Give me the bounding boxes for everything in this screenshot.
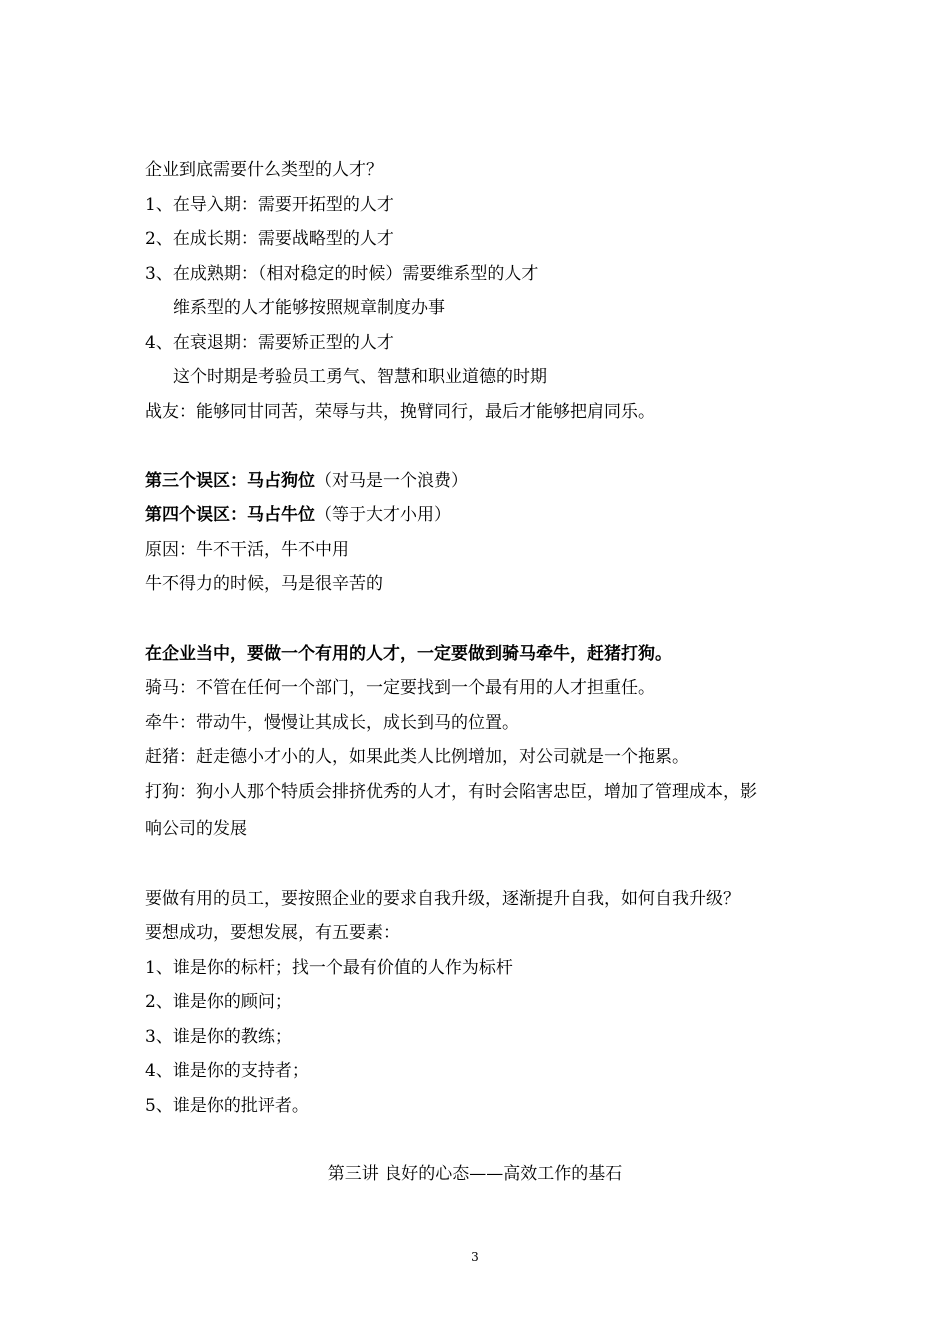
stage-item-growth: 2、在成长期：需要战略型的人才 — [145, 229, 394, 249]
lecture-title: 第三讲 良好的心态——高效工作的基石 — [327, 1164, 623, 1184]
stage-item-decline-note: 这个时期是考验员工勇气、智慧和职业道德的时期 — [173, 367, 547, 387]
element-item-critic: 5、谁是你的批评者。 — [145, 1096, 309, 1116]
talent-type-question: 企业到底需要什么类型的人才？ — [145, 160, 383, 180]
stage-item-introduction: 1、在导入期：需要开拓型的人才 — [145, 195, 394, 215]
mistake-four-note: （等于大才小用） — [315, 505, 451, 525]
stage-item-maturity: 3、在成熟期：（相对稳定的时候）需要维系型的人才 — [145, 264, 539, 284]
reason-line: 原因：牛不干活，牛不中用 — [145, 540, 349, 560]
element-item-supporter: 4、谁是你的支持者； — [145, 1061, 309, 1081]
element-item-benchmark: 1、谁是你的标杆；找一个最有价值的人作为标杆 — [145, 958, 513, 978]
self-upgrade-intro: 要做有用的员工，要按照企业的要求自我升级，逐渐提升自我，如何自我升级？ — [145, 889, 740, 909]
page-number: 3 — [471, 1250, 479, 1264]
element-item-coach: 3、谁是你的教练； — [145, 1027, 292, 1047]
mistake-three-title: 第三个误区：马占狗位 — [145, 471, 315, 491]
lead-ox-line: 牵牛：带动牛，慢慢让其成长，成长到马的位置。 — [145, 713, 519, 733]
beat-dog-line: 打狗：狗小人那个特质会排挤优秀的人才，有时会陷害忠臣，增加了管理成本，影 — [145, 782, 757, 802]
useful-talent-headline: 在企业当中，要做一个有用的人才，一定要做到骑马牵牛，赶猪打狗。 — [145, 644, 672, 664]
mistake-four — [145, 504, 451, 526]
horse-hard-line: 牛不得力的时候，马是很辛苦的 — [145, 574, 383, 594]
beat-dog-line-continued: 响公司的发展 — [145, 819, 247, 839]
drive-pig-line: 赶猪：赶走德小才小的人，如果此类人比例增加，对公司就是一个拖累。 — [145, 747, 689, 767]
mistake-four-title: 第四个误区：马占牛位 — [145, 505, 315, 525]
mistake-three-note: （对马是一个浪费） — [315, 471, 468, 491]
five-elements-intro: 要想成功，要想发展，有五要素： — [145, 923, 400, 943]
ride-horse-line: 骑马：不管在任何一个部门，一定要找到一个最有用的人才担重任。 — [145, 678, 655, 698]
element-item-advisor: 2、谁是你的顾问； — [145, 992, 292, 1012]
stage-item-maturity-note: 维系型的人才能够按照规章制度办事 — [173, 298, 445, 318]
comrade-definition: 战友：能够同甘同苦，荣辱与共，挽臂同行，最后才能够把肩同乐。 — [145, 402, 655, 422]
stage-item-decline: 4、在衰退期：需要矫正型的人才 — [145, 333, 394, 353]
mistake-three — [145, 470, 468, 492]
